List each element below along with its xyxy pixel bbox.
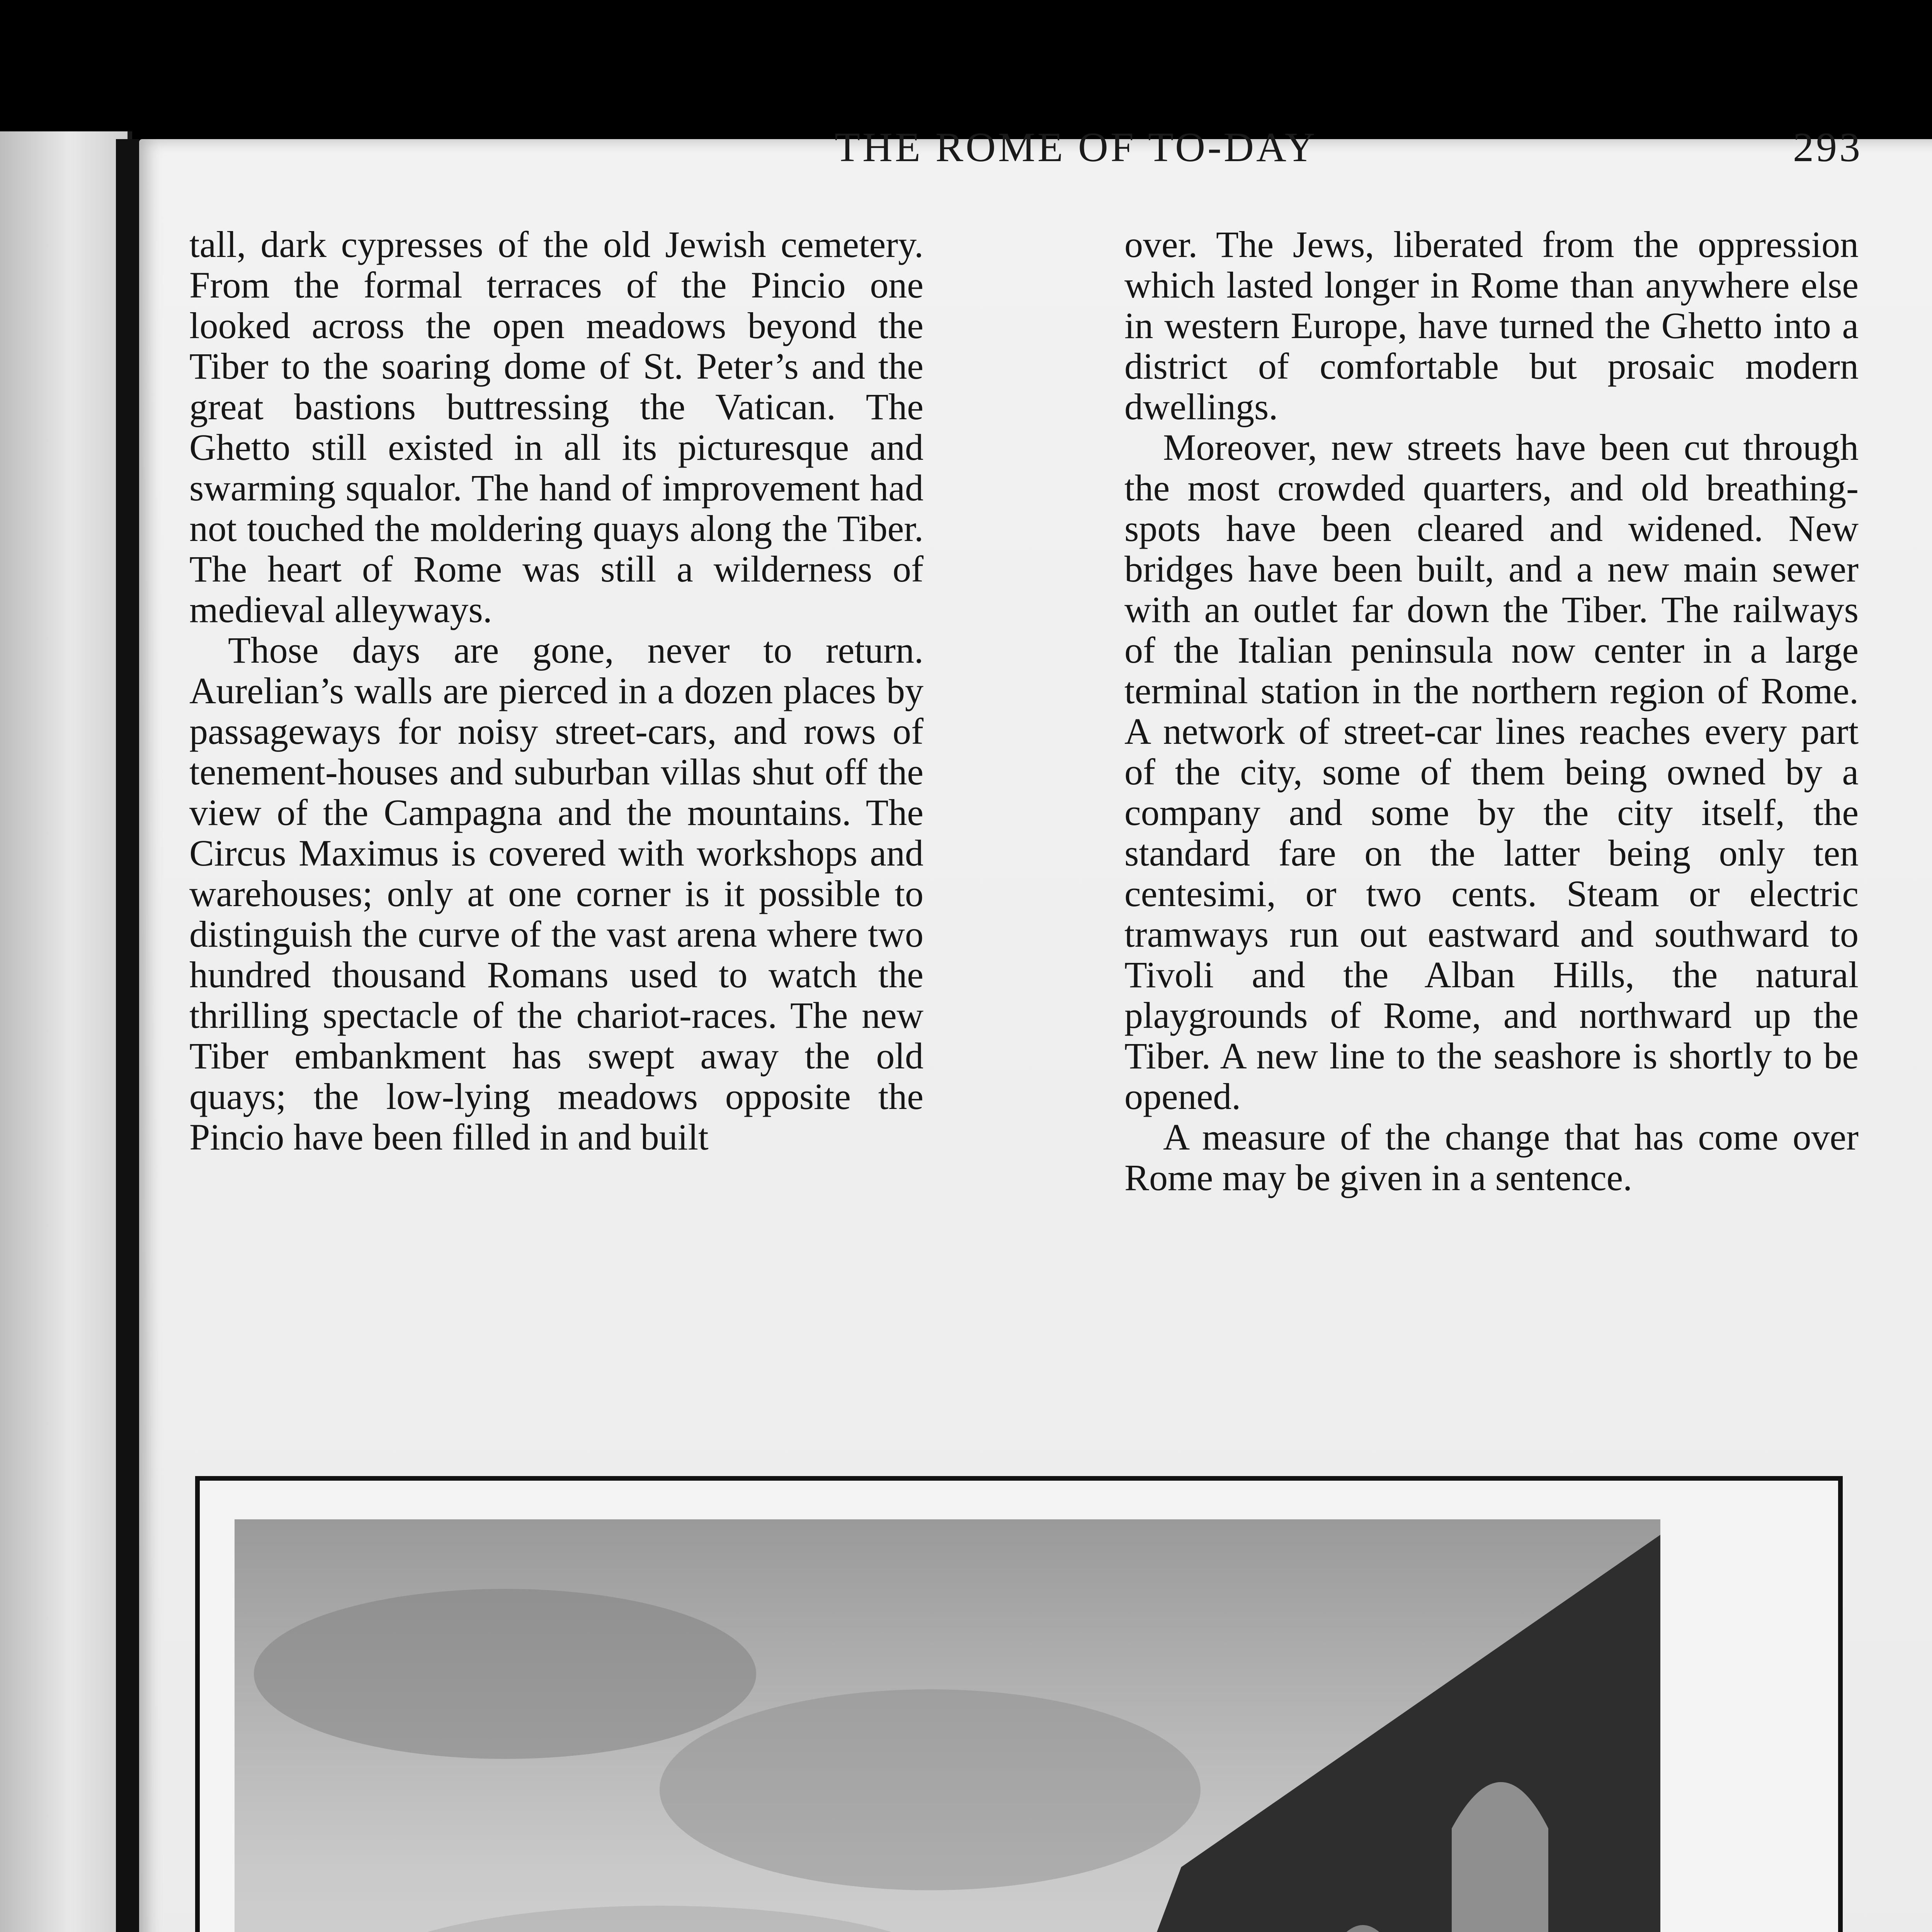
text-columns bbox=[189, 224, 1859, 1484]
cloud bbox=[660, 1689, 1201, 1890]
right-column bbox=[1124, 224, 1859, 1484]
left-column bbox=[189, 224, 923, 1484]
right-paragraph-3: A measure of the change that has come over Rome may be given in a sentence. bbox=[1124, 1116, 1859, 1198]
facing-page-edge bbox=[0, 131, 132, 1932]
right-paragraph-1: over. The Jews, liberated from the oppression which lasted longer in Rome than anywhere else in western Europe, have turned the Ghetto into a district of comfortable but prosaic modern dwellings. bbox=[1124, 224, 1859, 427]
aqueduct-railway-photo bbox=[235, 1519, 1660, 1932]
figure-frame bbox=[195, 1476, 1843, 1932]
right-paragraph-2: Moreover, new streets have been cut through the most crowded quarters, and old breathing-spots have been cleared and widened. New bridges have been built, and a new main sewer with an outlet far down the Tiber. The railways of the Italian peninsula now center in a large terminal station in the northern region of Rome. A network of street-car lines reaches every part of the city, some of them being owned by a company and some by the city itself, the standard fare on the latter being only ten centesimi, or two cents. Steam or electric tramways run out eastward and southward to Tivoli and the Alban Hills, the natural playgrounds of Rome, and northward up the Tiber. A new line to the seashore is shortly to be opened. bbox=[1124, 427, 1859, 1117]
running-title: THE ROME OF TO-DAY bbox=[835, 124, 1318, 170]
book-binding bbox=[116, 139, 139, 1932]
left-paragraph-2: Those days are gone, never to return. Aurelian’s walls are pierced in a dozen places by passageways for noisy street-cars, and rows of tenement-houses and suburban villas shut off the view of the Campagna and the mountains. The Circus Maximus is covered with workshops and warehouses; only at one corner is it possible to distinguish the curve of the vast arena where two hundred thousand Romans used to watch the thrilling spectacle of the chariot-races. The new Tiber embankment has swept away the old quays; the low-lying meadows opposite the Pincio have been filled in and built bbox=[189, 629, 923, 1158]
left-paragraph-1: tall, dark cypresses of the old Jewish cemetery. From the formal terraces of the Pincio one looked across the open meadows beyond the Tiber to the soaring dome of St. Peter’s and the great bastions buttressing the Vatican. The Ghetto still existed in all its picturesque and swarming squalor. The hand of improvement had not touched the moldering quays along the Tiber. The heart of Rome was still a wilderness of medieval alleyways. bbox=[189, 224, 923, 630]
cloud bbox=[254, 1589, 756, 1759]
running-head bbox=[201, 124, 1862, 193]
page-number: 293 bbox=[1793, 124, 1862, 170]
